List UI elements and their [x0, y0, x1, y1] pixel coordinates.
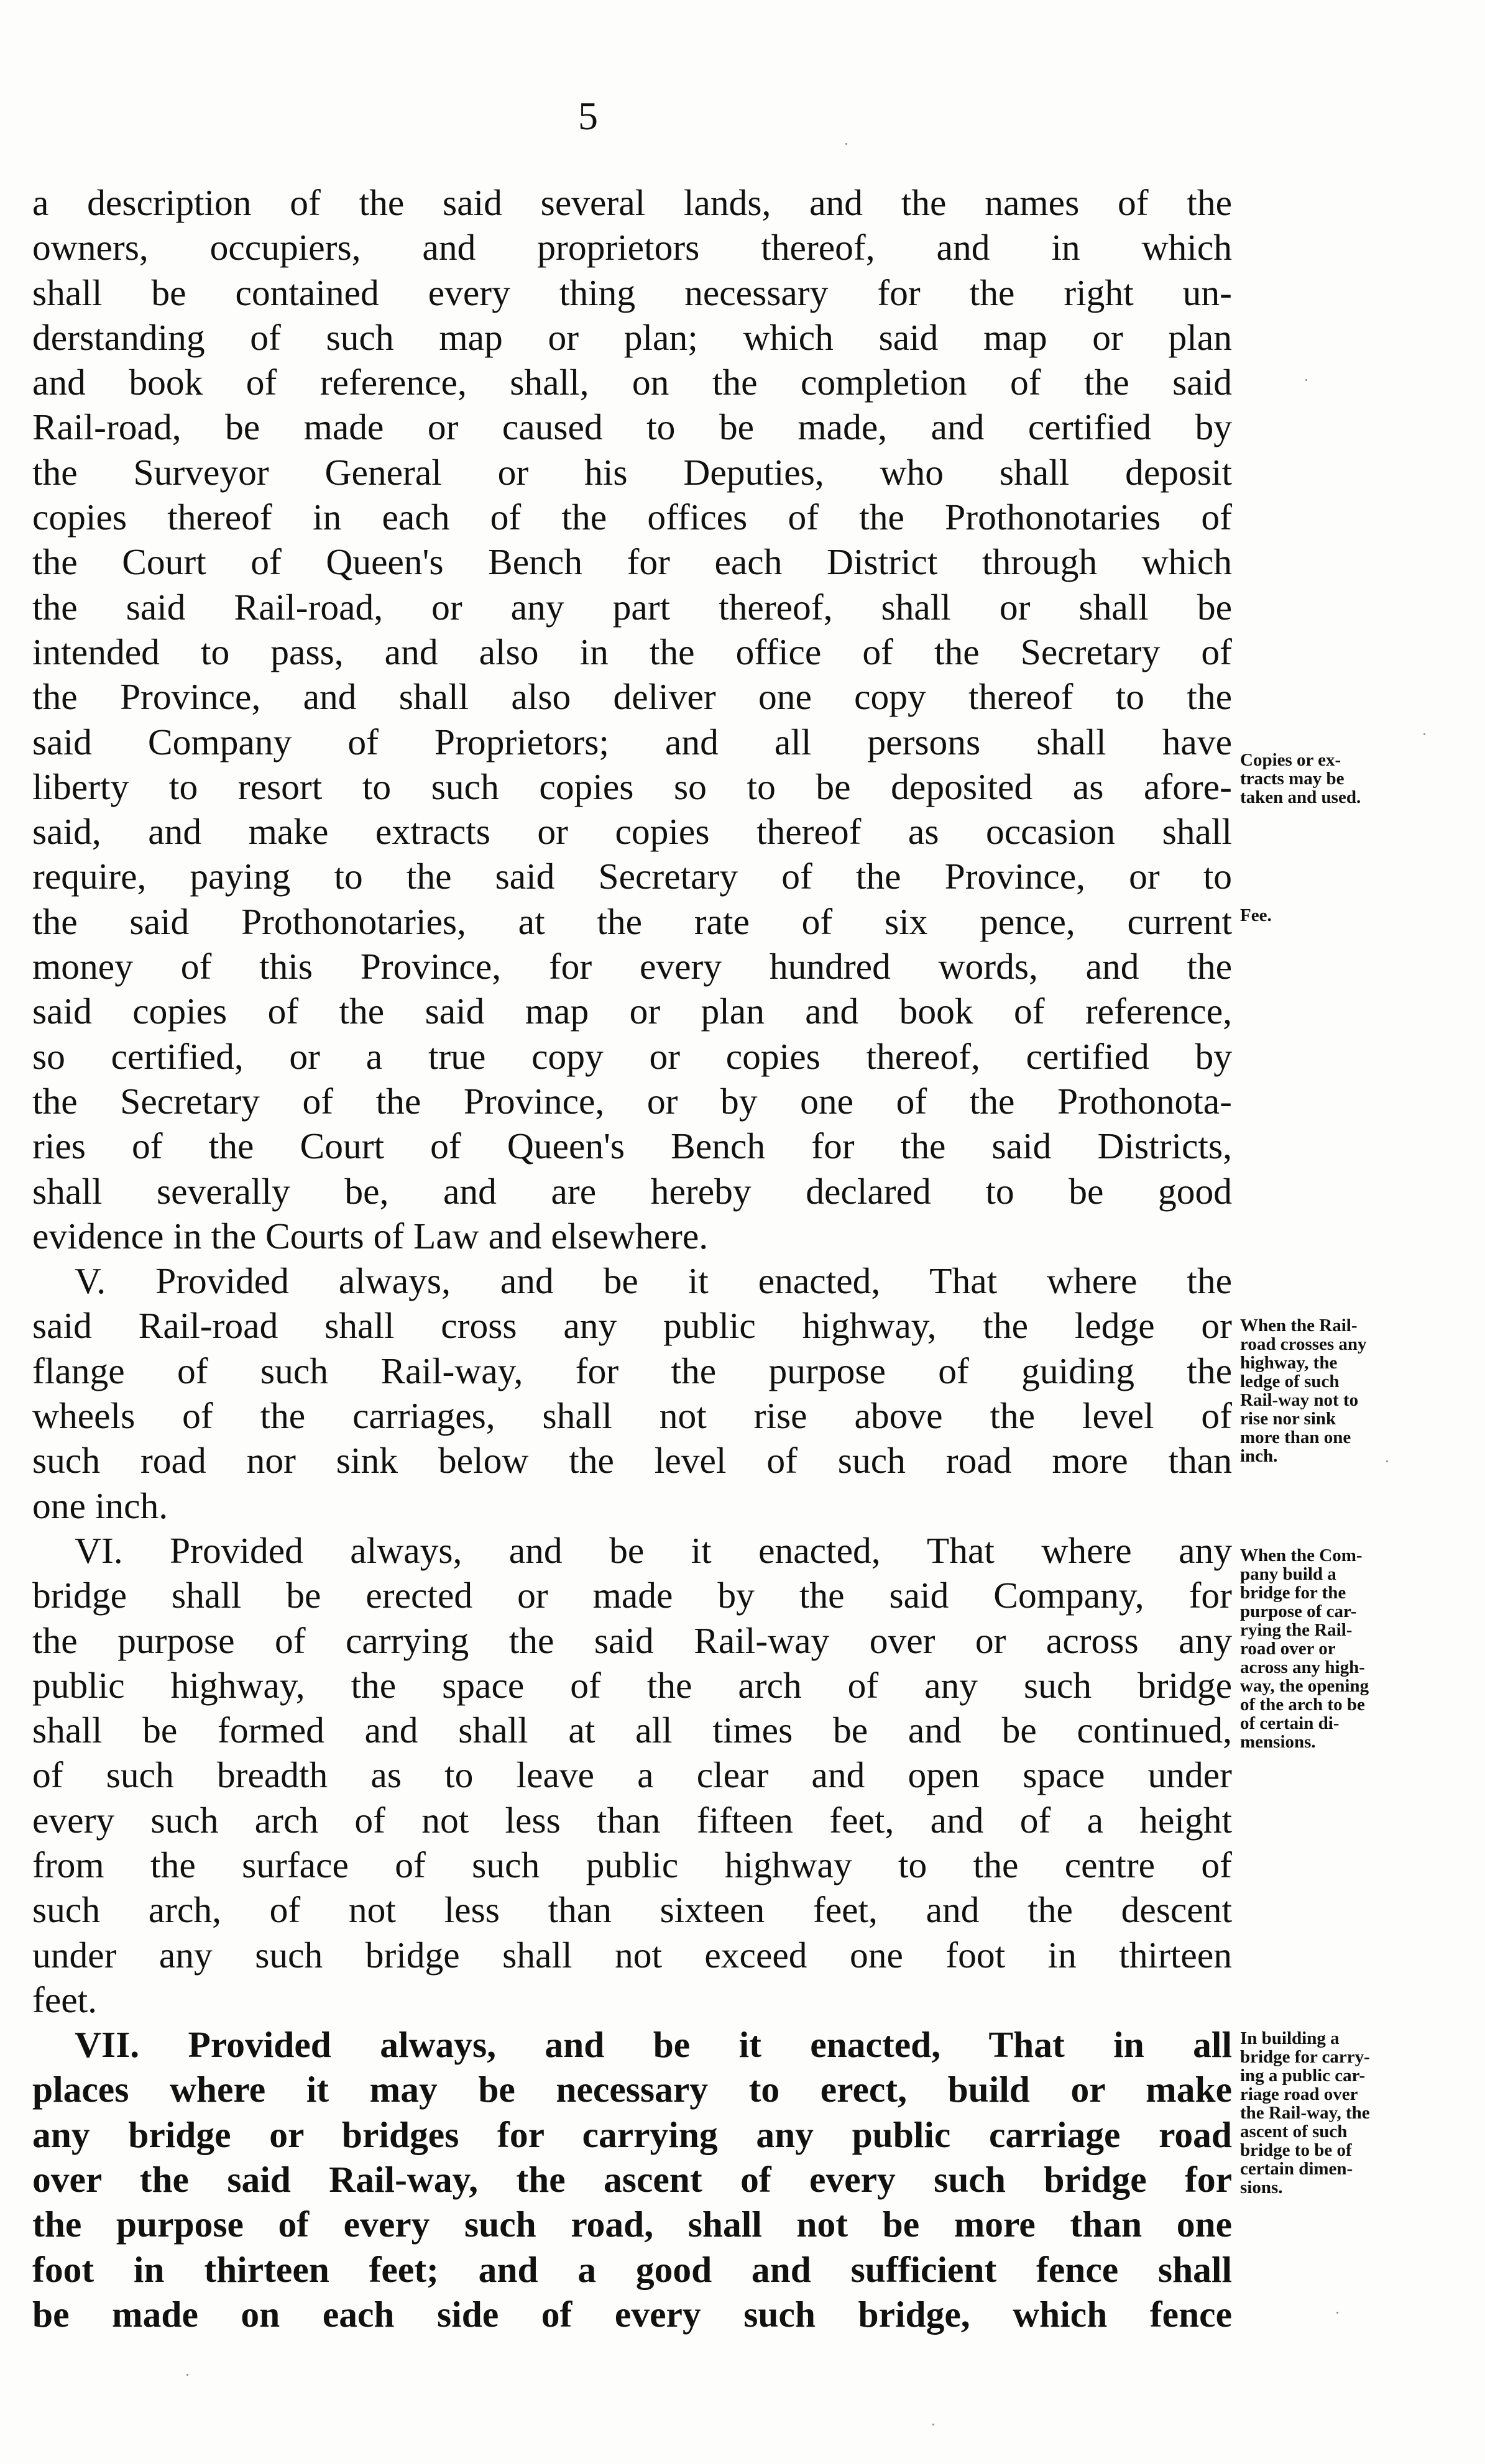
body-line: wheels of the carriages, shall not rise above the level of — [32, 1395, 1232, 1437]
margin-note-line: purpose of car- — [1240, 1601, 1357, 1621]
body-line: money of this Province, for every hundred words, and the — [32, 946, 1232, 987]
margin-note-line: Fee. — [1240, 905, 1272, 925]
body-line: require, paying to the said Secretary of the Province, or to — [32, 856, 1232, 897]
body-line: under any such bridge shall not exceed one foot in thirteen — [32, 1934, 1232, 1976]
body-line: the Secretary of the Province, or by one of the Prothonota- — [32, 1080, 1232, 1122]
section-v-heading-line: V. Provided always, and be it enacted, That where the — [75, 1260, 1232, 1302]
margin-note-line: bridge for the — [1240, 1583, 1346, 1603]
body-line: bridge shall be erected or made by the said Company, for — [32, 1575, 1232, 1616]
margin-note-company-bridge — [1240, 1546, 1451, 1751]
body-line: copies thereof in each of the offices of the Prothonotaries of — [32, 497, 1232, 538]
body-line: over the said Rail-way, the ascent of every such bridge for — [32, 2159, 1232, 2201]
margin-note-fee — [1240, 906, 1451, 925]
scan-speck — [1386, 1460, 1388, 1462]
margin-note-line: way, the opening — [1240, 1676, 1369, 1696]
margin-note-line: highway, the — [1240, 1353, 1338, 1373]
margin-note-line: bridge for carry- — [1240, 2047, 1370, 2067]
body-line: the said Rail-road, or any part thereof, shall or shall be — [32, 586, 1232, 628]
body-line: and book of reference, shall, on the completion of the said — [32, 362, 1232, 403]
scan-speck — [1336, 2312, 1338, 2314]
body-line: any bridge or bridges for carrying any public carriage road — [32, 2114, 1232, 2155]
margin-note-line: rying the Rail- — [1240, 1620, 1353, 1640]
margin-note-line: Rail-way not to — [1240, 1390, 1359, 1410]
margin-note-rail-crosses — [1240, 1316, 1451, 1465]
body-line: said, and make extracts or copies thereof as occasion shall — [32, 811, 1232, 853]
body-line: from the surface of such public highway to the centre of — [32, 1844, 1232, 1885]
body-line: derstanding of such map or plan; which said map or plan — [32, 316, 1232, 358]
scan-speck — [932, 2424, 934, 2425]
body-line: shall severally be, and are hereby declared to be good — [32, 1170, 1232, 1212]
scan-speck — [1423, 733, 1425, 735]
page-number: 5 — [578, 94, 598, 138]
body-line: the purpose of every such road, shall not be more than one — [32, 2204, 1232, 2245]
body-line: the purpose of carrying the said Rail-way over or across any — [32, 1619, 1232, 1661]
scan-speck — [845, 143, 847, 145]
body-line: the Province, and shall also deliver one copy thereof to the — [32, 676, 1232, 718]
body-line: the said Prothonotaries, at the rate of six pence, current — [32, 900, 1232, 942]
body-line: shall be formed and shall at all times be and be continued, — [32, 1710, 1232, 1751]
margin-note-line: ascent of such — [1240, 2122, 1348, 2141]
margin-note-line: of certain di- — [1240, 1713, 1340, 1733]
margin-note-line: Copies or ex- — [1240, 750, 1341, 770]
body-line: said copies of the said map or plan and book of reference, — [32, 991, 1232, 1032]
margin-note-line: tracts may be — [1240, 769, 1345, 789]
body-line: intended to pass, and also in the office of the Secretary of — [32, 631, 1232, 672]
body-line: liberty to resort to such copies so to be deposited as afore- — [32, 766, 1232, 807]
body-line: flange of such Rail-way, for the purpose of guiding the — [32, 1350, 1232, 1391]
margin-note-line: In building a — [1240, 2028, 1340, 2048]
scan-speck — [1305, 379, 1307, 381]
margin-note-line: ledge of such — [1240, 1372, 1340, 1391]
body-line: the Court of Queen's Bench for each District through which — [32, 541, 1232, 583]
body-text — [32, 180, 1232, 2337]
margin-note-line: the Rail-way, the — [1240, 2103, 1370, 2123]
body-line: so certified, or a true copy or copies thereof, certified by — [32, 1035, 1232, 1077]
body-line: the Surveyor General or his Deputies, who shall deposit — [32, 451, 1232, 493]
body-line: ries of the Court of Queen's Bench for the said Districts, — [32, 1125, 1232, 1167]
body-line: of such breadth as to leave a clear and open space under — [32, 1754, 1232, 1796]
body-line: said Company of Proprietors; and all persons shall have — [32, 721, 1232, 763]
body-line: evidence in the Courts of Law and elsewhere. — [32, 1215, 709, 1257]
section-vi-heading-line: VI. Provided always, and be it enacted, That where any — [75, 1529, 1232, 1571]
margin-note-line: pany build a — [1240, 1564, 1336, 1584]
margin-note-line: mensions. — [1240, 1732, 1316, 1752]
scan-speck — [186, 2374, 188, 2376]
margin-note-line: ing a public car- — [1240, 2066, 1366, 2086]
margin-note-line: sions. — [1240, 2178, 1283, 2197]
margin-note-line: road crosses any — [1240, 1334, 1367, 1354]
margin-note-line: across any high- — [1240, 1657, 1365, 1677]
margin-note-line: of the arch to be — [1240, 1695, 1365, 1715]
margin-note-line: bridge to be of — [1240, 2140, 1352, 2160]
margin-note-line: When the Com- — [1240, 1546, 1363, 1565]
body-line: a description of the said several lands, and the names of the — [32, 182, 1232, 223]
margin-note-line: taken and used. — [1240, 787, 1361, 807]
body-line: shall be contained every thing necessary for the right un- — [32, 272, 1232, 313]
body-line: every such arch of not less than fifteen feet, and of a height — [32, 1799, 1232, 1841]
body-line: public highway, the space of the arch of any such bridge — [32, 1664, 1232, 1706]
body-line: foot in thirteen feet; and a good and sufficient fence shall — [32, 2248, 1232, 2290]
margin-note-building-bridge — [1240, 2029, 1451, 2197]
body-line: such road nor sink below the level of such road more than — [32, 1440, 1232, 1482]
margin-note-line: road over or — [1240, 1639, 1336, 1659]
margin-note-line: more than one — [1240, 1427, 1351, 1447]
body-line: places where it may be necessary to erect, build or make — [32, 2069, 1232, 2110]
body-line: be made on each side of every such bridge, which fence — [32, 2293, 1232, 2335]
section-vii-heading-line: VII. Provided always, and be it enacted, That in all — [75, 2024, 1232, 2066]
body-line: such arch, of not less than sixteen feet, and the descent — [32, 1889, 1232, 1931]
margin-note-line: rise nor sink — [1240, 1409, 1336, 1429]
body-line: feet. — [32, 1979, 98, 2020]
body-line: one inch. — [32, 1485, 168, 1526]
body-line: said Rail-road shall cross any public highway, the ledge or — [32, 1305, 1232, 1347]
body-line: Rail-road, be made or caused to be made, and certified by — [32, 406, 1232, 448]
margin-note-line: inch. — [1240, 1446, 1278, 1466]
margin-note-line: When the Rail- — [1240, 1316, 1358, 1335]
margin-note-line: riage road over — [1240, 2084, 1358, 2104]
margin-note-line: certain dimen- — [1240, 2159, 1353, 2179]
margin-note-copies — [1240, 751, 1451, 807]
body-line: owners, occupiers, and proprietors thereof, and in which — [32, 227, 1232, 268]
